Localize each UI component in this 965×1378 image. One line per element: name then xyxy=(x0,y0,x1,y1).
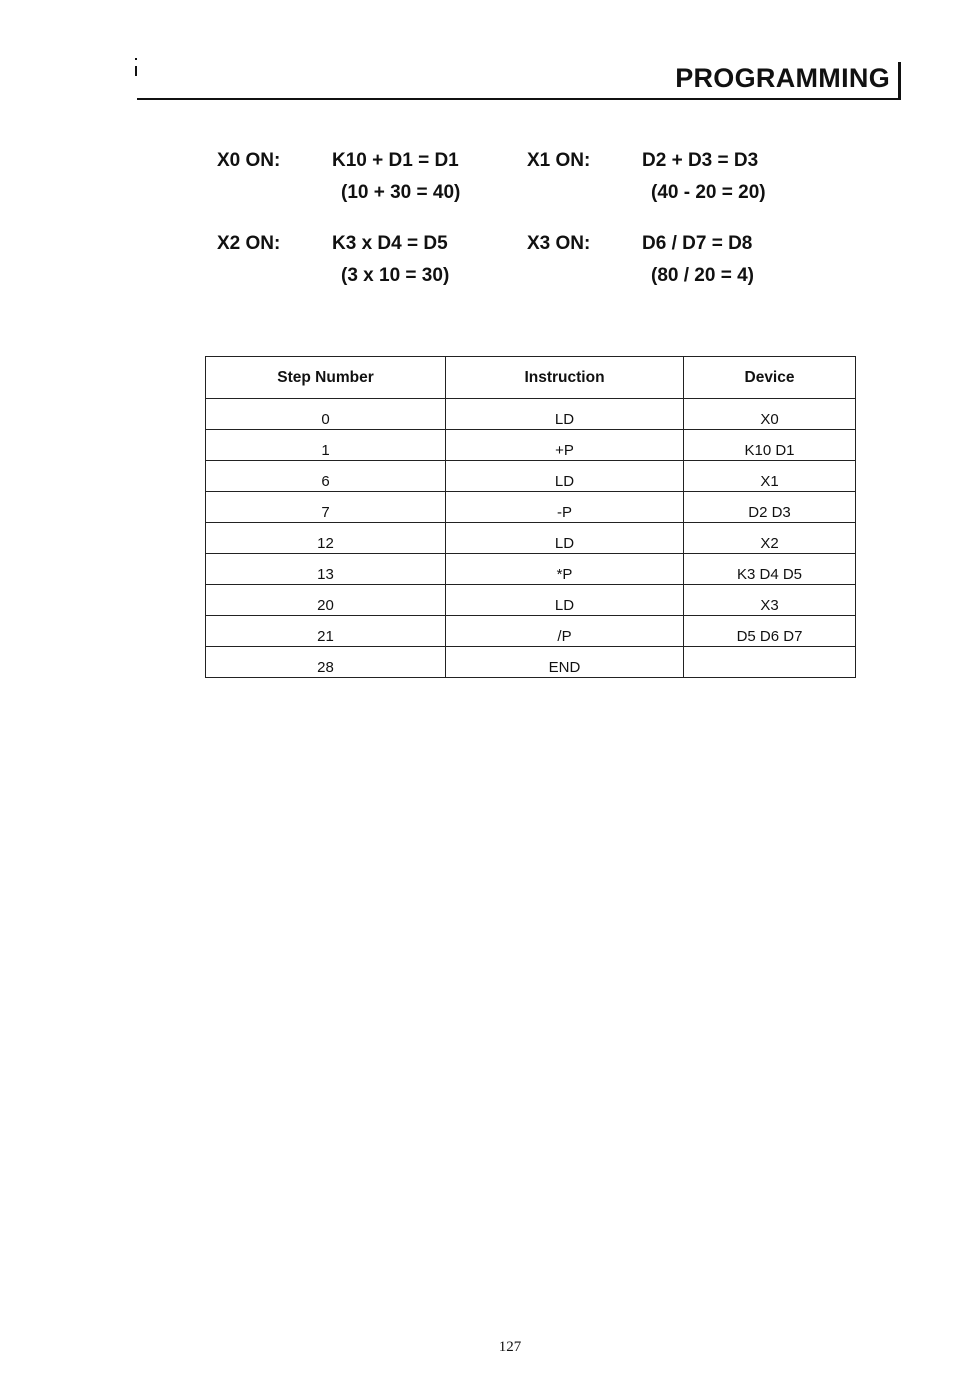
table-row xyxy=(206,585,856,616)
step-cell: 1 xyxy=(206,430,446,461)
step-cell: 20 xyxy=(206,585,446,616)
x2-example: (3 x 10 = 30) xyxy=(341,265,450,286)
x3-formula: D6 / D7 = D8 xyxy=(642,233,753,254)
x0-label: X0 ON: xyxy=(217,150,281,171)
step-cell: 12 xyxy=(206,523,446,554)
device-cell: X1 xyxy=(684,461,856,492)
table-row xyxy=(206,461,856,492)
header-tick xyxy=(898,62,901,100)
margin-mark xyxy=(133,58,141,80)
x1-label: X1 ON: xyxy=(527,150,591,171)
device-cell xyxy=(684,647,856,678)
step-cell: 21 xyxy=(206,616,446,647)
instruction-cell: END xyxy=(446,647,684,678)
margin-mark-bar xyxy=(135,66,137,76)
x1-example: (40 - 20 = 20) xyxy=(651,182,766,203)
table-row xyxy=(206,523,856,554)
step-cell: 6 xyxy=(206,461,446,492)
header-device: Device xyxy=(684,357,856,399)
instruction-cell: +P xyxy=(446,430,684,461)
step-cell: 7 xyxy=(206,492,446,523)
section-title: PROGRAMMING xyxy=(675,63,890,93)
device-cell: X0 xyxy=(684,399,856,430)
table-row xyxy=(206,647,856,678)
table-row xyxy=(206,554,856,585)
table-row xyxy=(206,430,856,461)
step-cell: 28 xyxy=(206,647,446,678)
header-rule xyxy=(137,98,901,100)
step-cell: 13 xyxy=(206,554,446,585)
header-instruction: Instruction xyxy=(446,357,684,399)
instruction-cell: LD xyxy=(446,399,684,430)
table-row xyxy=(206,616,856,647)
instruction-cell: LD xyxy=(446,585,684,616)
instruction-cell: /P xyxy=(446,616,684,647)
x0-example: (10 + 30 = 40) xyxy=(341,182,461,203)
device-cell: X2 xyxy=(684,523,856,554)
instruction-cell: LD xyxy=(446,461,684,492)
table-row xyxy=(206,399,856,430)
instruction-cell: LD xyxy=(446,523,684,554)
page-number: 127 xyxy=(498,1339,522,1355)
table-row xyxy=(206,492,856,523)
x1-formula: D2 + D3 = D3 xyxy=(642,150,759,171)
x2-label: X2 ON: xyxy=(217,233,281,254)
x3-label: X3 ON: xyxy=(527,233,591,254)
step-table xyxy=(205,356,856,678)
device-cell: X3 xyxy=(684,585,856,616)
device-cell: D2 D3 xyxy=(684,492,856,523)
instruction-cell: -P xyxy=(446,492,684,523)
device-cell: K3 D4 D5 xyxy=(684,554,856,585)
step-cell: 0 xyxy=(206,399,446,430)
instruction-cell: *P xyxy=(446,554,684,585)
table-header-row xyxy=(206,357,856,399)
x0-formula: K10 + D1 = D1 xyxy=(332,150,459,171)
header-step-number: Step Number xyxy=(206,357,446,399)
margin-mark-dot xyxy=(135,58,137,60)
device-cell: K10 D1 xyxy=(684,430,856,461)
x2-formula: K3 x D4 = D5 xyxy=(332,233,448,254)
device-cell: D5 D6 D7 xyxy=(684,616,856,647)
x3-example: (80 / 20 = 4) xyxy=(651,265,754,286)
